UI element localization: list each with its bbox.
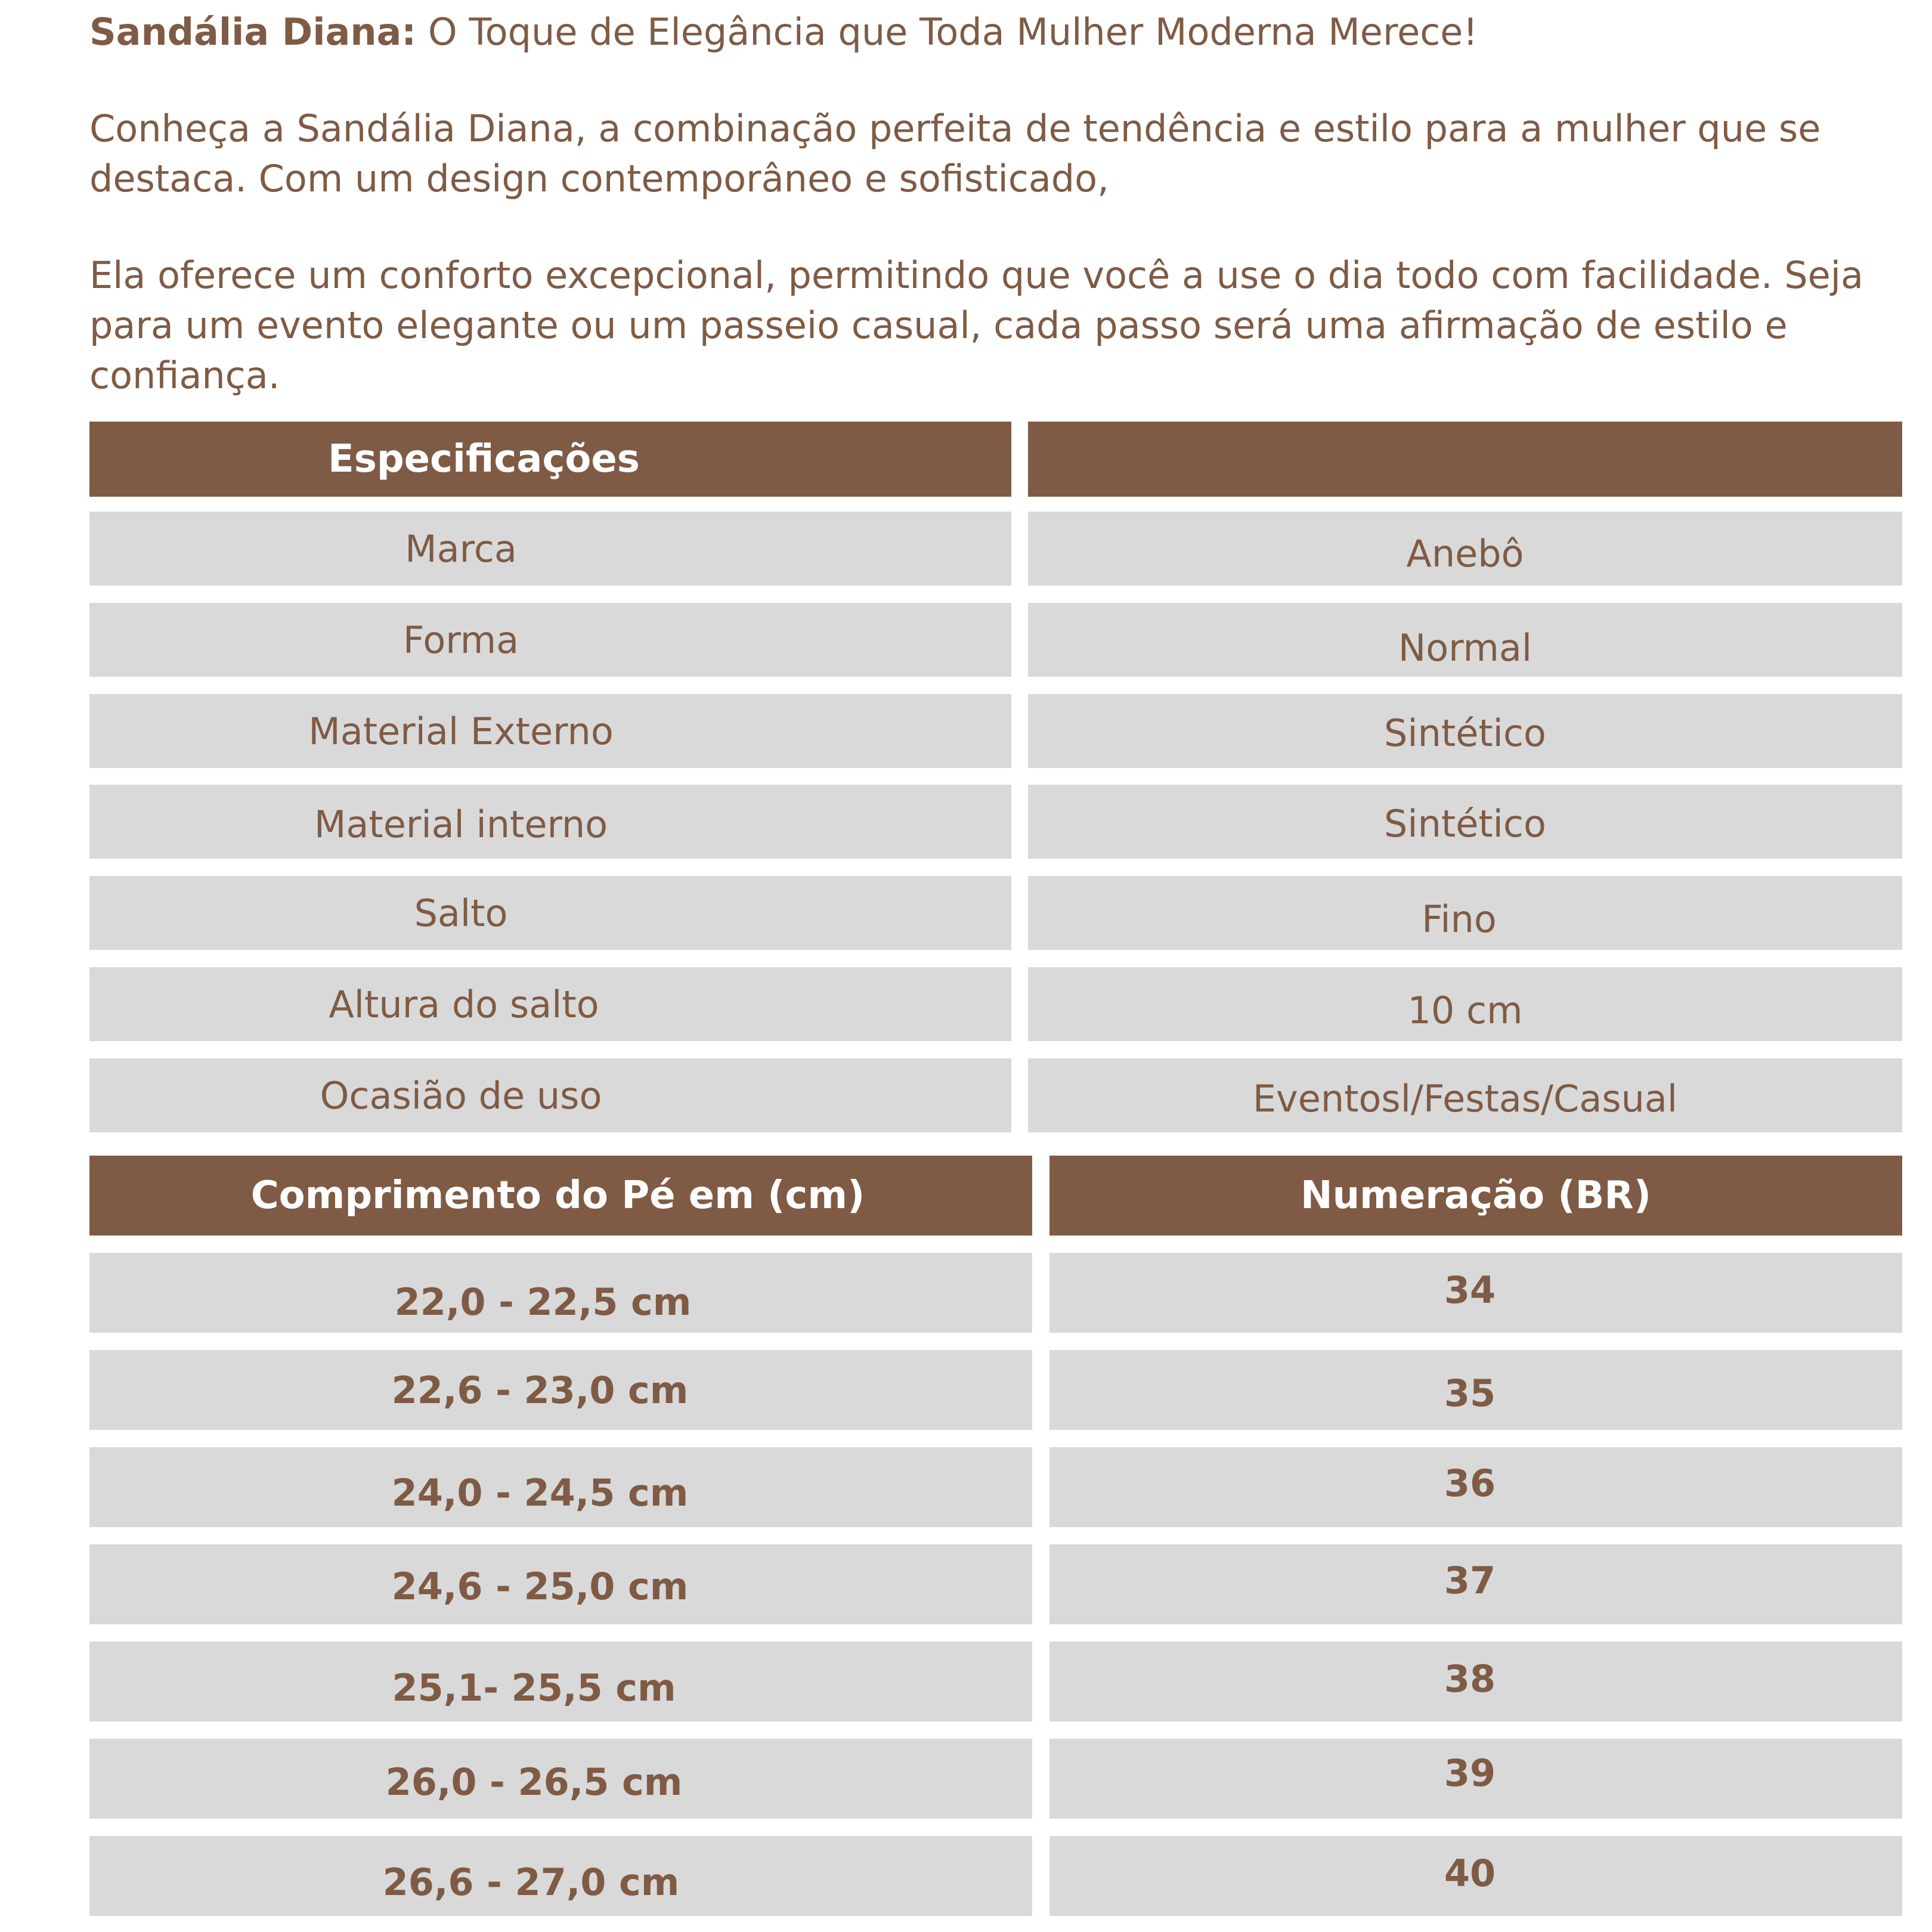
- spec-value-heel-height: 10 cm: [1028, 967, 1902, 1041]
- intro-paragraph-2: [89, 250, 1908, 401]
- size-row-length: 22,0 - 22,5 cm: [89, 1253, 1032, 1333]
- spec-value-occasion: Eventosl/Festas/Casual: [1028, 1058, 1902, 1132]
- size-row-number: 37: [1049, 1544, 1902, 1624]
- size-row-number: 38: [1049, 1642, 1902, 1722]
- spec-label-heel-height: Altura do salto: [89, 967, 1011, 1041]
- size-row-number: 36: [1049, 1447, 1902, 1527]
- size-row-length: 26,6 - 27,0 cm: [89, 1836, 1032, 1916]
- size-row-number: 39: [1049, 1739, 1902, 1819]
- size-header-length: Comprimento do Pé em (cm): [89, 1156, 1032, 1236]
- spec-value-brand: Anebô: [1028, 512, 1902, 586]
- spec-value-shape: Normal: [1028, 603, 1902, 677]
- size-row-number: 34: [1049, 1253, 1902, 1333]
- intro-paragraph-1: [89, 104, 1908, 204]
- size-header-number: Numeração (BR): [1049, 1156, 1902, 1236]
- size-row-number: 35: [1049, 1350, 1902, 1430]
- size-row-length: 24,0 - 24,5 cm: [89, 1447, 1032, 1527]
- spec-value-inner-material: Sintético: [1028, 785, 1902, 859]
- spec-label-outer-material: Material Externo: [89, 694, 1011, 768]
- product-title-bold: Sandália Diana:: [89, 10, 417, 54]
- intro-p2-line3: confiança.: [89, 354, 280, 397]
- size-row-number: 40: [1049, 1836, 1902, 1916]
- size-row-length: 25,1- 25,5 cm: [89, 1642, 1032, 1722]
- spec-label-inner-material: Material interno: [89, 785, 1011, 859]
- spec-label-heel: Salto: [89, 876, 1011, 950]
- size-row-length: 22,6 - 23,0 cm: [89, 1350, 1032, 1430]
- intro-p2-line1: Ela oferece um conforto excepcional, permitindo que você a use o dia todo com facilidade. Seja: [89, 253, 1863, 297]
- spec-label-shape: Forma: [89, 603, 1011, 677]
- product-title-rest: O Toque de Elegância que Toda Mulher Moderna Merece!: [416, 10, 1478, 54]
- intro-p1-line2: destaca. Com um design contemporâneo e sofisticado,: [89, 157, 1109, 200]
- spec-label-brand: Marca: [89, 512, 1011, 586]
- spec-label-occasion: Ocasião de uso: [89, 1058, 1011, 1132]
- specs-header: Especificações: [89, 422, 1011, 497]
- intro-p2-line2: para um evento elegante ou um passeio casual, cada passo será uma afirmação de estilo e: [89, 304, 1788, 347]
- specs-header-value: [1028, 422, 1902, 497]
- size-row-length: 24,6 - 25,0 cm: [89, 1544, 1032, 1624]
- spec-value-outer-material: Sintético: [1028, 694, 1902, 768]
- spec-value-heel: Fino: [1028, 876, 1902, 950]
- product-title: [89, 7, 1908, 57]
- intro-p1-line1: Conheça a Sandália Diana, a combinação perfeita de tendência e estilo para a mulher que se: [89, 107, 1821, 150]
- size-row-length: 26,0 - 26,5 cm: [89, 1739, 1032, 1819]
